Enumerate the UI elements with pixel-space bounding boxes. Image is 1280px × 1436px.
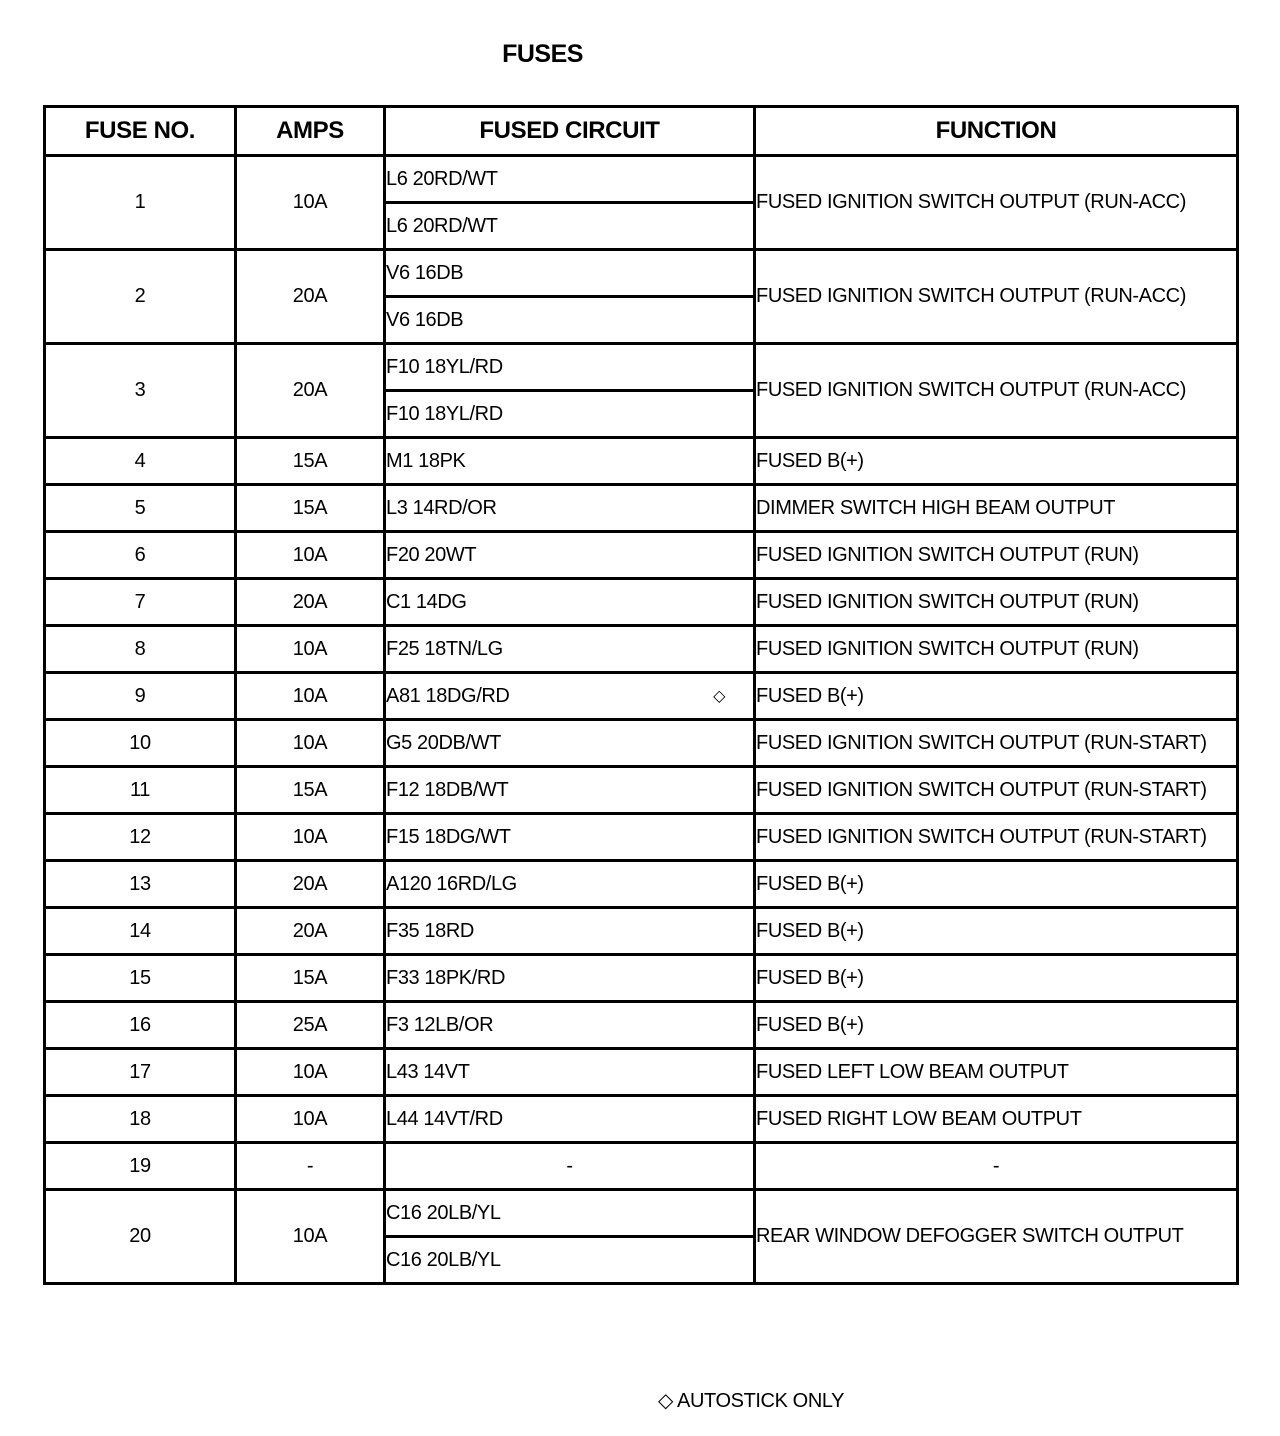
fuse-number: 16: [45, 1002, 236, 1049]
fuse-amps: 10A: [236, 673, 385, 720]
fused-circuit-label: F10 18YL/RD: [386, 402, 503, 425]
fused-circuit: [385, 203, 755, 250]
fuse-function: FUSED B(+): [755, 438, 1238, 485]
fused-circuit-label: F15 18DG/WT: [386, 825, 511, 848]
fused-circuit: [385, 391, 755, 438]
fused-circuit: [385, 438, 755, 485]
table-row: [45, 908, 1238, 955]
fuse-number: 2: [45, 250, 236, 344]
fused-circuit-label: A120 16RD/LG: [386, 872, 517, 895]
fuse-number: 17: [45, 1049, 236, 1096]
fused-circuit: [385, 1002, 755, 1049]
fused-circuit-label: C16 20LB/YL: [386, 1248, 501, 1271]
fuse-function: DIMMER SWITCH HIGH BEAM OUTPUT: [755, 485, 1238, 532]
fused-circuit: [385, 814, 755, 861]
fused-circuit: [385, 344, 755, 391]
table-row: [45, 626, 1238, 673]
fuse-amps: 20A: [236, 861, 385, 908]
fuse-number: 8: [45, 626, 236, 673]
table-row: [45, 250, 1238, 297]
fuse-number: 11: [45, 767, 236, 814]
fused-circuit: [385, 1096, 755, 1143]
fused-circuit-label: M1 18PK: [386, 449, 466, 472]
table-row: [45, 438, 1238, 485]
fuse-amps: 25A: [236, 1002, 385, 1049]
fused-circuit: [385, 1049, 755, 1096]
fused-circuit: [385, 861, 755, 908]
fuse-function: FUSED IGNITION SWITCH OUTPUT (RUN): [755, 626, 1238, 673]
header-fused-circuit: FUSED CIRCUIT: [385, 107, 755, 156]
fuse-function: FUSED IGNITION SWITCH OUTPUT (RUN-START): [755, 767, 1238, 814]
fuse-amps: 20A: [236, 908, 385, 955]
fuse-amps: 15A: [236, 955, 385, 1002]
fuse-number: 4: [45, 438, 236, 485]
fuse-table: [43, 105, 1239, 1285]
fuse-amps: 20A: [236, 250, 385, 344]
table-row: [45, 720, 1238, 767]
fuse-amps: 10A: [236, 1096, 385, 1143]
fused-circuit-label: F33 18PK/RD: [386, 966, 505, 989]
fuse-amps: 10A: [236, 626, 385, 673]
fuse-amps: 20A: [236, 579, 385, 626]
fused-circuit: [385, 250, 755, 297]
fuse-function: FUSED IGNITION SWITCH OUTPUT (RUN-ACC): [755, 344, 1238, 438]
fuse-amps: -: [236, 1143, 385, 1190]
fuse-amps: 10A: [236, 1049, 385, 1096]
fused-circuit: [385, 532, 755, 579]
table-row: [45, 767, 1238, 814]
fuse-amps: 10A: [236, 720, 385, 767]
table-row: [45, 532, 1238, 579]
fuse-function: FUSED LEFT LOW BEAM OUTPUT: [755, 1049, 1238, 1096]
fuse-function: FUSED IGNITION SWITCH OUTPUT (RUN-START): [755, 814, 1238, 861]
fuse-function: FUSED B(+): [755, 908, 1238, 955]
fused-circuit-label: V6 16DB: [386, 261, 464, 284]
table-row: [45, 673, 1238, 720]
fused-circuit-label: F12 18DB/WT: [386, 778, 509, 801]
fuse-function: FUSED B(+): [755, 955, 1238, 1002]
table-row: [45, 156, 1238, 203]
fused-circuit: [385, 156, 755, 203]
fuse-amps: 15A: [236, 767, 385, 814]
table-row: [45, 1049, 1238, 1096]
fuse-number: 6: [45, 532, 236, 579]
fused-circuit-label: G5 20DB/WT: [386, 731, 501, 754]
fuse-number: 12: [45, 814, 236, 861]
fuse-function: -: [755, 1143, 1238, 1190]
table-row: [45, 579, 1238, 626]
fuse-amps: 10A: [236, 1190, 385, 1284]
table-row: [45, 1143, 1238, 1190]
table-row: [45, 955, 1238, 1002]
fused-circuit: [385, 1143, 755, 1190]
fuse-number: 13: [45, 861, 236, 908]
table-row: [45, 344, 1238, 391]
fuse-amps: 20A: [236, 344, 385, 438]
fused-circuit-label: F20 20WT: [386, 543, 477, 566]
table-row: [45, 1096, 1238, 1143]
fused-circuit: [385, 1237, 755, 1284]
fused-circuit-label: -: [566, 1154, 573, 1177]
fused-circuit: [385, 955, 755, 1002]
header-fuse-no: FUSE NO.: [45, 107, 236, 156]
fused-circuit: [385, 908, 755, 955]
table-row: [45, 861, 1238, 908]
fused-circuit-label: L44 14VT/RD: [386, 1107, 503, 1130]
fuse-function: FUSED RIGHT LOW BEAM OUTPUT: [755, 1096, 1238, 1143]
fused-circuit-label: L3 14RD/OR: [386, 496, 497, 519]
fused-circuit: [385, 673, 755, 720]
fuse-amps: 10A: [236, 814, 385, 861]
fuse-number: 19: [45, 1143, 236, 1190]
header-amps: AMPS: [236, 107, 385, 156]
fuse-function: FUSED IGNITION SWITCH OUTPUT (RUN-ACC): [755, 250, 1238, 344]
fused-circuit: [385, 767, 755, 814]
fuse-number: 9: [45, 673, 236, 720]
fused-circuit-label: A81 18DG/RD: [386, 684, 510, 707]
fused-circuit-label: V6 16DB: [386, 308, 464, 331]
fused-circuit: [385, 1190, 755, 1237]
fused-circuit: [385, 720, 755, 767]
fused-circuit-label: F25 18TN/LG: [386, 637, 503, 660]
page-title: FUSES: [502, 40, 583, 68]
header-function: FUNCTION: [755, 107, 1238, 156]
fuse-number: 15: [45, 955, 236, 1002]
header-row: [45, 107, 1238, 156]
fused-circuit: [385, 626, 755, 673]
fuse-number: 10: [45, 720, 236, 767]
table-row: [45, 1190, 1238, 1237]
fuse-number: 1: [45, 156, 236, 250]
fused-circuit-label: C1 14DG: [386, 590, 467, 613]
fuse-function: REAR WINDOW DEFOGGER SWITCH OUTPUT: [755, 1190, 1238, 1284]
fuse-number: 7: [45, 579, 236, 626]
fused-circuit-label: L6 20RD/WT: [386, 214, 498, 237]
fuse-function: FUSED B(+): [755, 673, 1238, 720]
fused-circuit-label: F10 18YL/RD: [386, 355, 503, 378]
fused-circuit-label: F3 12LB/OR: [386, 1013, 494, 1036]
fused-circuit: [385, 485, 755, 532]
fuse-amps: 15A: [236, 438, 385, 485]
autostick-footnote: ◇ AUTOSTICK ONLY: [658, 1390, 845, 1412]
fuse-amps: 10A: [236, 532, 385, 579]
autostick-diamond-icon: ◇: [713, 688, 725, 705]
fuse-amps: 10A: [236, 156, 385, 250]
fuse-function: FUSED IGNITION SWITCH OUTPUT (RUN): [755, 579, 1238, 626]
fused-circuit: [385, 297, 755, 344]
fuse-number: 14: [45, 908, 236, 955]
fuse-function: FUSED B(+): [755, 1002, 1238, 1049]
fuse-amps: 15A: [236, 485, 385, 532]
fuse-function: FUSED IGNITION SWITCH OUTPUT (RUN): [755, 532, 1238, 579]
table-row: [45, 485, 1238, 532]
fused-circuit-label: C16 20LB/YL: [386, 1201, 501, 1224]
fuse-number: 18: [45, 1096, 236, 1143]
fused-circuit-label: F35 18RD: [386, 919, 474, 942]
fused-circuit: [385, 579, 755, 626]
fuse-function: FUSED B(+): [755, 861, 1238, 908]
fused-circuit-label: L6 20RD/WT: [386, 167, 498, 190]
table-row: [45, 814, 1238, 861]
fuse-function: FUSED IGNITION SWITCH OUTPUT (RUN-START): [755, 720, 1238, 767]
table-row: [45, 1002, 1238, 1049]
fuse-table-body: [45, 156, 1238, 1284]
fuse-number: 3: [45, 344, 236, 438]
fused-circuit-label: L43 14VT: [386, 1060, 470, 1083]
fuse-function: FUSED IGNITION SWITCH OUTPUT (RUN-ACC): [755, 156, 1238, 250]
fuse-number: 5: [45, 485, 236, 532]
fuse-number: 20: [45, 1190, 236, 1284]
